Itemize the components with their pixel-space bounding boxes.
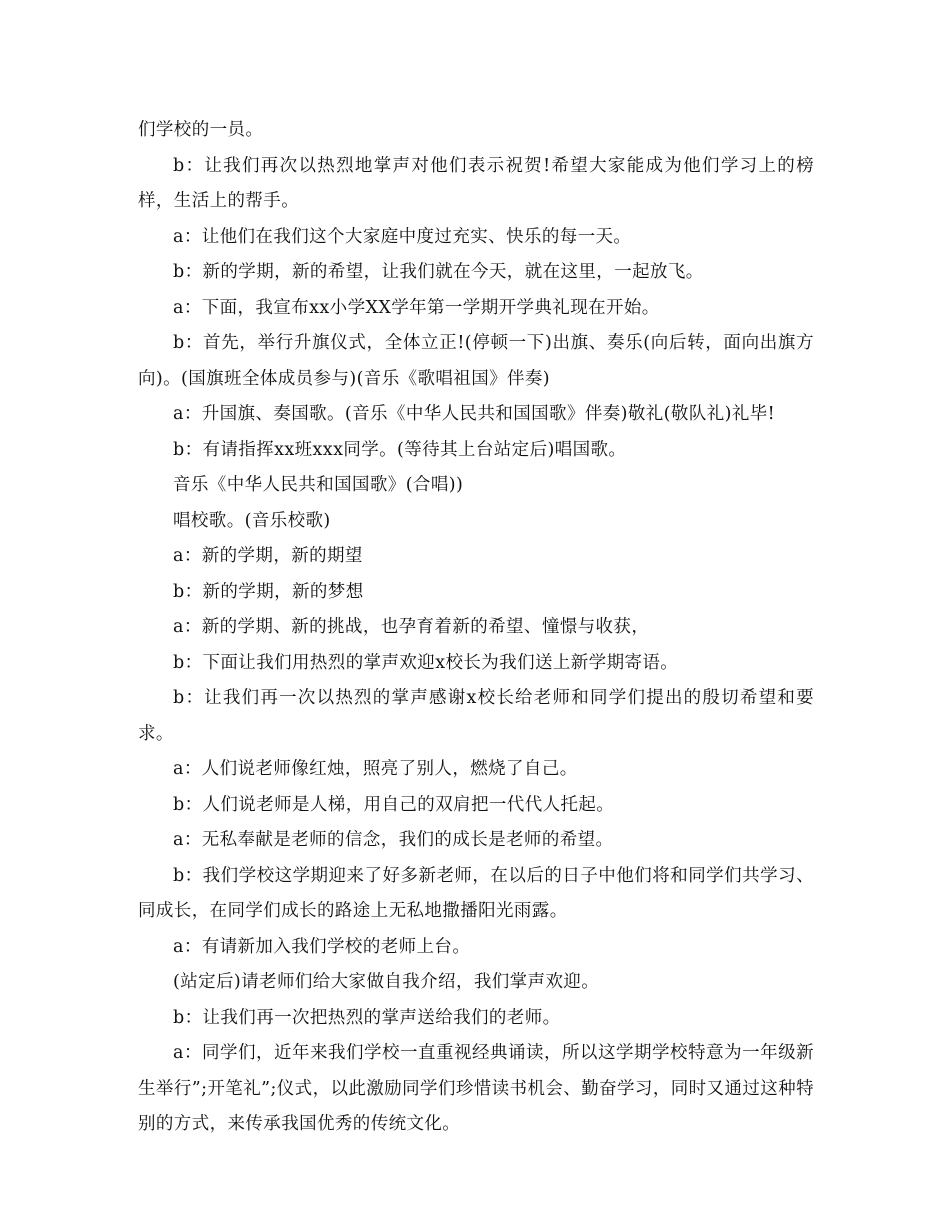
paragraph: b：有请指挥xx班xxx同学。(等待其上台站定后)唱国歌。 (173, 439, 627, 460)
paragraph: 们学校的一员。 (138, 120, 264, 140)
paragraph: 音乐《中华人民共和国国歌》(合唱)) (173, 475, 464, 495)
paragraph: a：新的学期、新的挑战，也孕育着新的希望、憧憬与收获， (173, 617, 650, 637)
paragraph: b：让我们再一次把热烈的掌声送给我们的老师。 (173, 1007, 561, 1028)
paragraph: a：同学们，近年来我们学校一直重视经典诵读，所以这学期学校特意为一年级新生举行”;开笔礼”;仪式，以此激励同学们珍惜读书机会、勤奋学习，同时又通过这种特别的方式，来传承我国优秀的传统文化。 (138, 1043, 814, 1134)
paragraph: b：下面让我们用热烈的掌声欢迎x校长为我们送上新学期寄语。 (173, 652, 679, 673)
paragraph: b：我们学校这学期迎来了好多新老师，在以后的日子中他们将和同学们共学习、同成长，在同学们成长的路途上无私地撒播阳光雨露。 (138, 865, 814, 921)
document-body (138, 113, 814, 1143)
paragraph: 唱校歌。(音乐校歌) (173, 510, 331, 531)
paragraph: b：让我们再次以热烈地掌声对他们表示祝贺!希望大家能成为他们学习上的榜样，生活上的帮手。 (138, 155, 814, 211)
paragraph: a：下面，我宣布xx小学XX学年第一学期开学典礼现在开始。 (173, 297, 660, 318)
paragraph: a：无私奉献是老师的信念，我们的成长是老师的希望。 (173, 830, 614, 850)
paragraph: a：让他们在我们这个大家庭中度过充实、快乐的每一天。 (173, 226, 632, 247)
paragraph: b：人们说老师是人梯，用自己的双肩把一代代人托起。 (173, 794, 615, 815)
paragraph: b：新的学期，新的梦想 (173, 581, 364, 602)
paragraph: (站定后)请老师们给大家做自我介绍，我们掌声欢迎。 (173, 972, 600, 992)
paragraph: b：让我们再一次以热烈的掌声感谢x校长给老师和同学们提出的殷切希望和要求。 (138, 688, 814, 744)
paragraph: b：新的学期，新的希望，让我们就在今天，就在这里，一起放飞。 (173, 262, 704, 282)
paragraph: a：人们说老师像红烛，照亮了别人，燃烧了自己。 (173, 759, 578, 779)
paragraph: a：有请新加入我们学校的老师上台。 (173, 936, 471, 957)
paragraph: a：新的学期，新的期望 (173, 546, 363, 566)
paragraph: b：首先，举行升旗仪式，全体立正!(停顿一下)出旗、奏乐(向后转，面向出旗方向)。(国旗班全体成员参与)(音乐《歌唱祖国》伴奏) (138, 333, 814, 389)
paragraph: a：升国旗、奏国歌。(音乐《中华人民共和国国歌》伴奏)敬礼(敬队礼)礼毕! (173, 404, 776, 424)
